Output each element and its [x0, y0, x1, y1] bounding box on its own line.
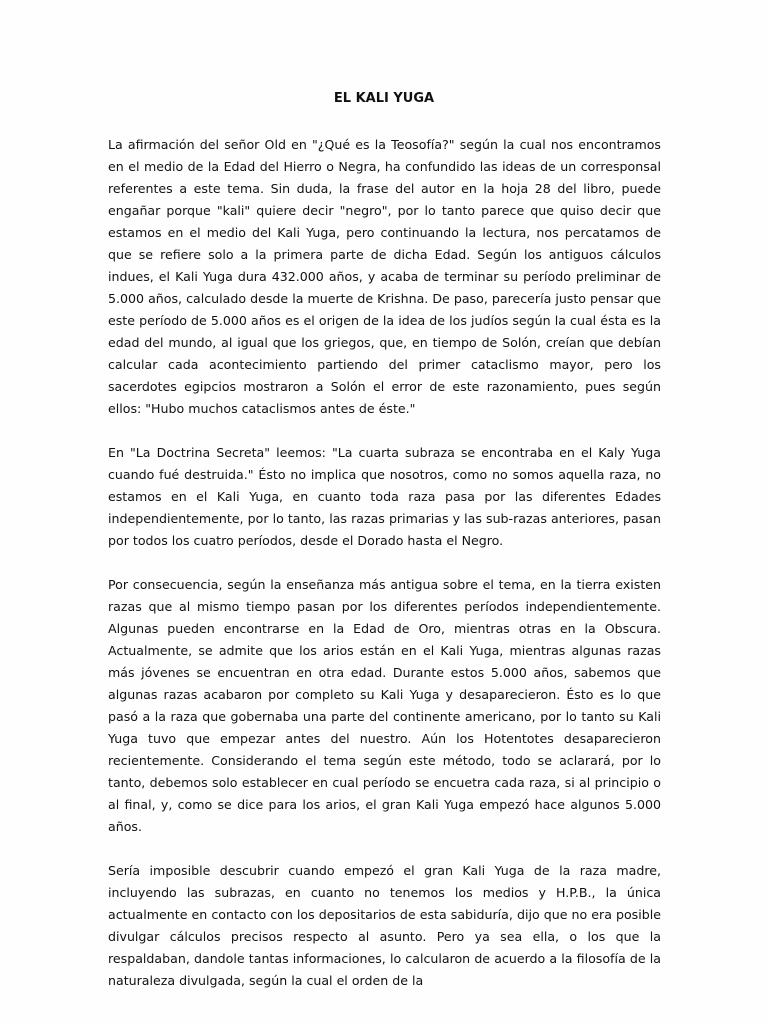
paragraph-1: La afirmación del señor Old en "¿Qué es la Teosofía?" según la cual nos encontramos en el medio de la Edad del Hierro o Negra, ha confundido las ideas de un corresponsal referentes a este tema. Sin duda, la frase del autor en la hoja 28 del libro, puede engañar porque "kali" quiere decir "negro", por lo tanto parece que quiso decir que estamos en el medio del Kali Yuga, pero continuando la lectura, nos percatamos de que se refiere solo a la primera parte de dicha Edad. Según los antiguos cálculos indues, el Kali Yuga dura 432.000 años, y acaba de terminar su período preliminar de 5.000 años, calculado desde la muerte de Krishna. De paso, parecería justo pensar que este período de 5.000 años es el origen de la idea de los judíos según la cual ésta es la edad del mundo, al igual que los griegos, que, en tiempo de Solón, creían que debían calcular cada acontecimiento partiendo del primer cataclismo mayor, pero los sacerdotes egipcios mostraron a Solón el error de este razonamiento, pues según ellos: "Hubo muchos cataclismos antes de éste." [108, 137, 661, 416]
paragraph-2: En "La Doctrina Secreta" leemos: "La cuarta subraza se encontraba en el Kaly Yuga cuando fué destruida." Ésto no implica que nosotros, como no somos aquella raza, no estamos en el Kali Yuga, en cuanto toda raza pasa por las diferentes Edades independientemente, por lo tanto, las razas primarias y las sub-razas anteriores, pasan por todos los cuatro períodos, desde el Dorado hasta el Negro. [108, 445, 661, 548]
document-body [108, 134, 661, 1014]
document-title: EL KALI YUGA [333, 91, 435, 106]
paragraph-3: Por consecuencia, según la enseñanza más antigua sobre el tema, en la tierra existen razas que al mismo tiempo pasan por los diferentes períodos independientemente. Algunas pueden encontrarse en la Edad de Oro, mientras otras en la Obscura. Actualmente, se admite que los arios están en el Kali Yuga, mientras algunas razas más jóvenes se encuentran en otra edad. Durante estos 5.000 años, sabemos que algunas razas acabaron por completo su Kali Yuga y desaparecieron. Ésto es lo que pasó a la raza que gobernaba una parte del continente americano, por lo tanto su Kali Yuga tuvo que empezar antes del nuestro. Aún los Hotentotes desaparecieron recientemente. Considerando el tema según este método, todo se aclarará, por lo tanto, debemos solo establecer en cual período se encuetra cada raza, si al principio o al final, y, como se dice para los arios, el gran Kali Yuga empezó hace algunos 5.000 años. [108, 577, 661, 834]
paragraph-4: Sería imposible descubrir cuando empezó el gran Kali Yuga de la raza madre, incluyendo las subrazas, en cuanto no tenemos los medios y H.P.B., la única actualmente en contacto con los depositarios de esta sabiduría, dijo que no era posible divulgar cálculos precisos respecto al asunto. Pero ya sea ella, o los que la respaldaban, dandole tantas informaciones, lo calcularon de acuerdo a la filosofía de la naturaleza divulgada, según la cual el orden de la [108, 863, 661, 988]
